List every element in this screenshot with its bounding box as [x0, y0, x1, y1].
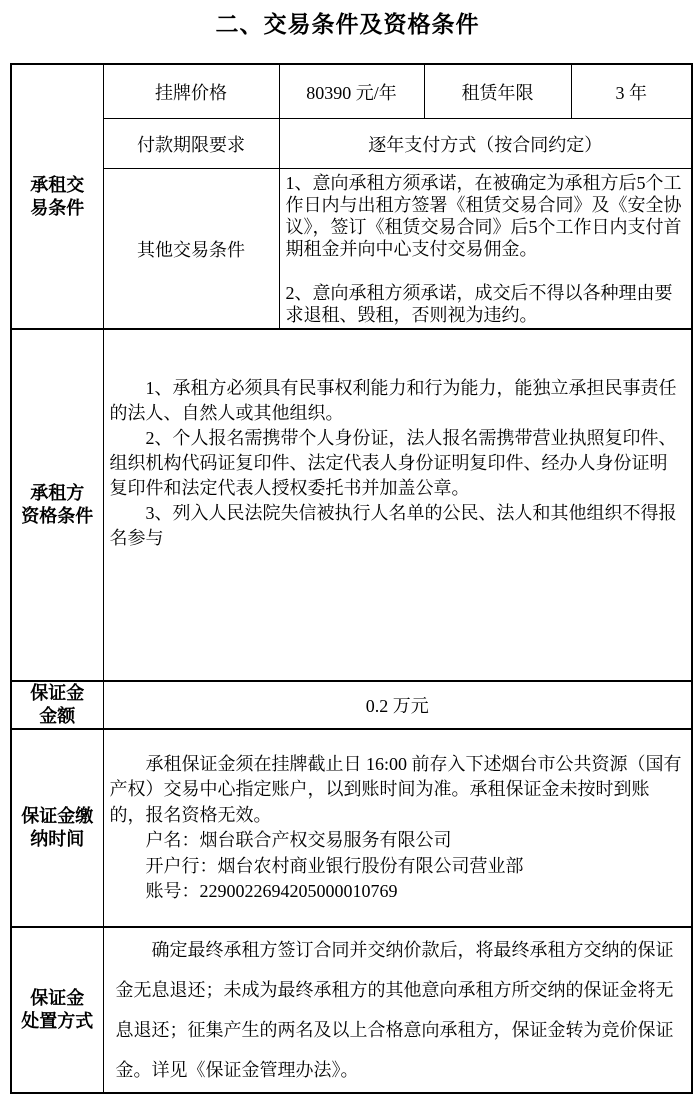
deposit-account-number: 账号：2290022694205000010769	[145, 881, 398, 901]
row-deposit-amount	[11, 681, 692, 729]
qualification-item-2: 2、个人报名需携带个人身份证，法人报名需携带营业执照复印件、组织机构代码证复印件、法定代表人身份证明复印件、经办人身份证明复印件和法定代表人授权委托书并加盖公章。	[109, 428, 677, 498]
conditions-table	[10, 63, 693, 1094]
deposit-payment-intro: 承租保证金须在挂牌截止日 16:00 前存入下述烟台市公共资源（国有产权）交易中心指定账户，以到账时间为准。承租保证金未按时到账的，报名资格无效。	[109, 753, 682, 825]
row-other-conditions	[11, 169, 692, 330]
other-conditions-paragraph-1: 1、意向承租方须承诺，在被确定为承租方后5个工作日内与出租方签署《租赁交易合同》及《安全协议》，签订《租赁交易合同》后5个工作日内支付首期租金并向中心支付交易佣金。	[285, 172, 682, 259]
deposit-disposal-cell	[103, 927, 692, 1093]
section-header-line: 资格条件	[21, 506, 94, 526]
section-header-line: 保证金	[30, 683, 85, 703]
qualification-cell	[103, 329, 692, 681]
section-header-line: 保证金	[30, 988, 85, 1008]
section-header-deposit-amount	[11, 681, 103, 729]
qualification-item-3: 3、列入人民法院失信被执行人名单的公民、法人和其他组织不得报名参与	[109, 503, 677, 548]
section-header-line: 金额	[39, 706, 76, 726]
section-header-qualification	[11, 329, 103, 681]
other-conditions-paragraph-2: 2、意向承租方须承诺，成交后不得以各种理由要求退租、毁租，否则视为违约。	[285, 282, 673, 325]
section-header-line: 承租方	[30, 483, 85, 503]
section-header-deposit-payment	[11, 729, 103, 927]
listing-price-label: 挂牌价格	[103, 64, 279, 119]
lease-term-label: 租赁年限	[424, 64, 571, 119]
section-header-deposit-disposal	[11, 927, 103, 1093]
row-payment-terms	[11, 119, 692, 169]
deposit-payment-cell	[103, 729, 692, 927]
section-header-line: 保证金缴	[21, 806, 94, 826]
deposit-account-name: 户名：烟台联合产权交易服务有限公司	[145, 830, 452, 850]
section-header-line: 纳时间	[30, 829, 85, 849]
qualification-item-1: 1、承租方必须具有民事权利能力和行为能力，能独立承担民事责任的法人、自然人或其他组织。	[109, 378, 677, 423]
other-conditions-cell	[279, 169, 692, 330]
section-header-lease-conditions	[11, 64, 103, 329]
payment-terms-value: 逐年支付方式（按合同约定）	[279, 119, 692, 169]
other-conditions-label: 其他交易条件	[103, 169, 279, 330]
deposit-bank-name: 开户行：烟台农村商业银行股份有限公司营业部	[145, 855, 524, 876]
page-title: 二、交易条件及资格条件	[215, 12, 480, 37]
row-listing-price	[11, 64, 692, 119]
lease-term-value: 3 年	[571, 64, 692, 119]
section-header-line: 易条件	[30, 197, 85, 218]
row-deposit-payment-time	[11, 729, 692, 927]
section-header-line: 承租交	[30, 174, 85, 195]
section-header-line: 处置方式	[21, 1011, 94, 1031]
payment-terms-label: 付款期限要求	[103, 119, 279, 169]
row-qualification-conditions	[11, 329, 692, 681]
deposit-disposal-text: 确定最终承租方签订合同并交纳价款后，将最终承租方交纳的保证金无息退还；未成为最终承租方的其他意向承租方所交纳的保证金将无息退还；征集产生的两名及以上合格意向承租方，保证金转为竞价保证金。详见《保证金管理办法》。	[115, 940, 674, 1080]
row-deposit-disposal	[11, 927, 692, 1093]
deposit-amount-value: 0.2 万元	[103, 681, 692, 729]
listing-price-value: 80390 元/年	[279, 64, 424, 119]
